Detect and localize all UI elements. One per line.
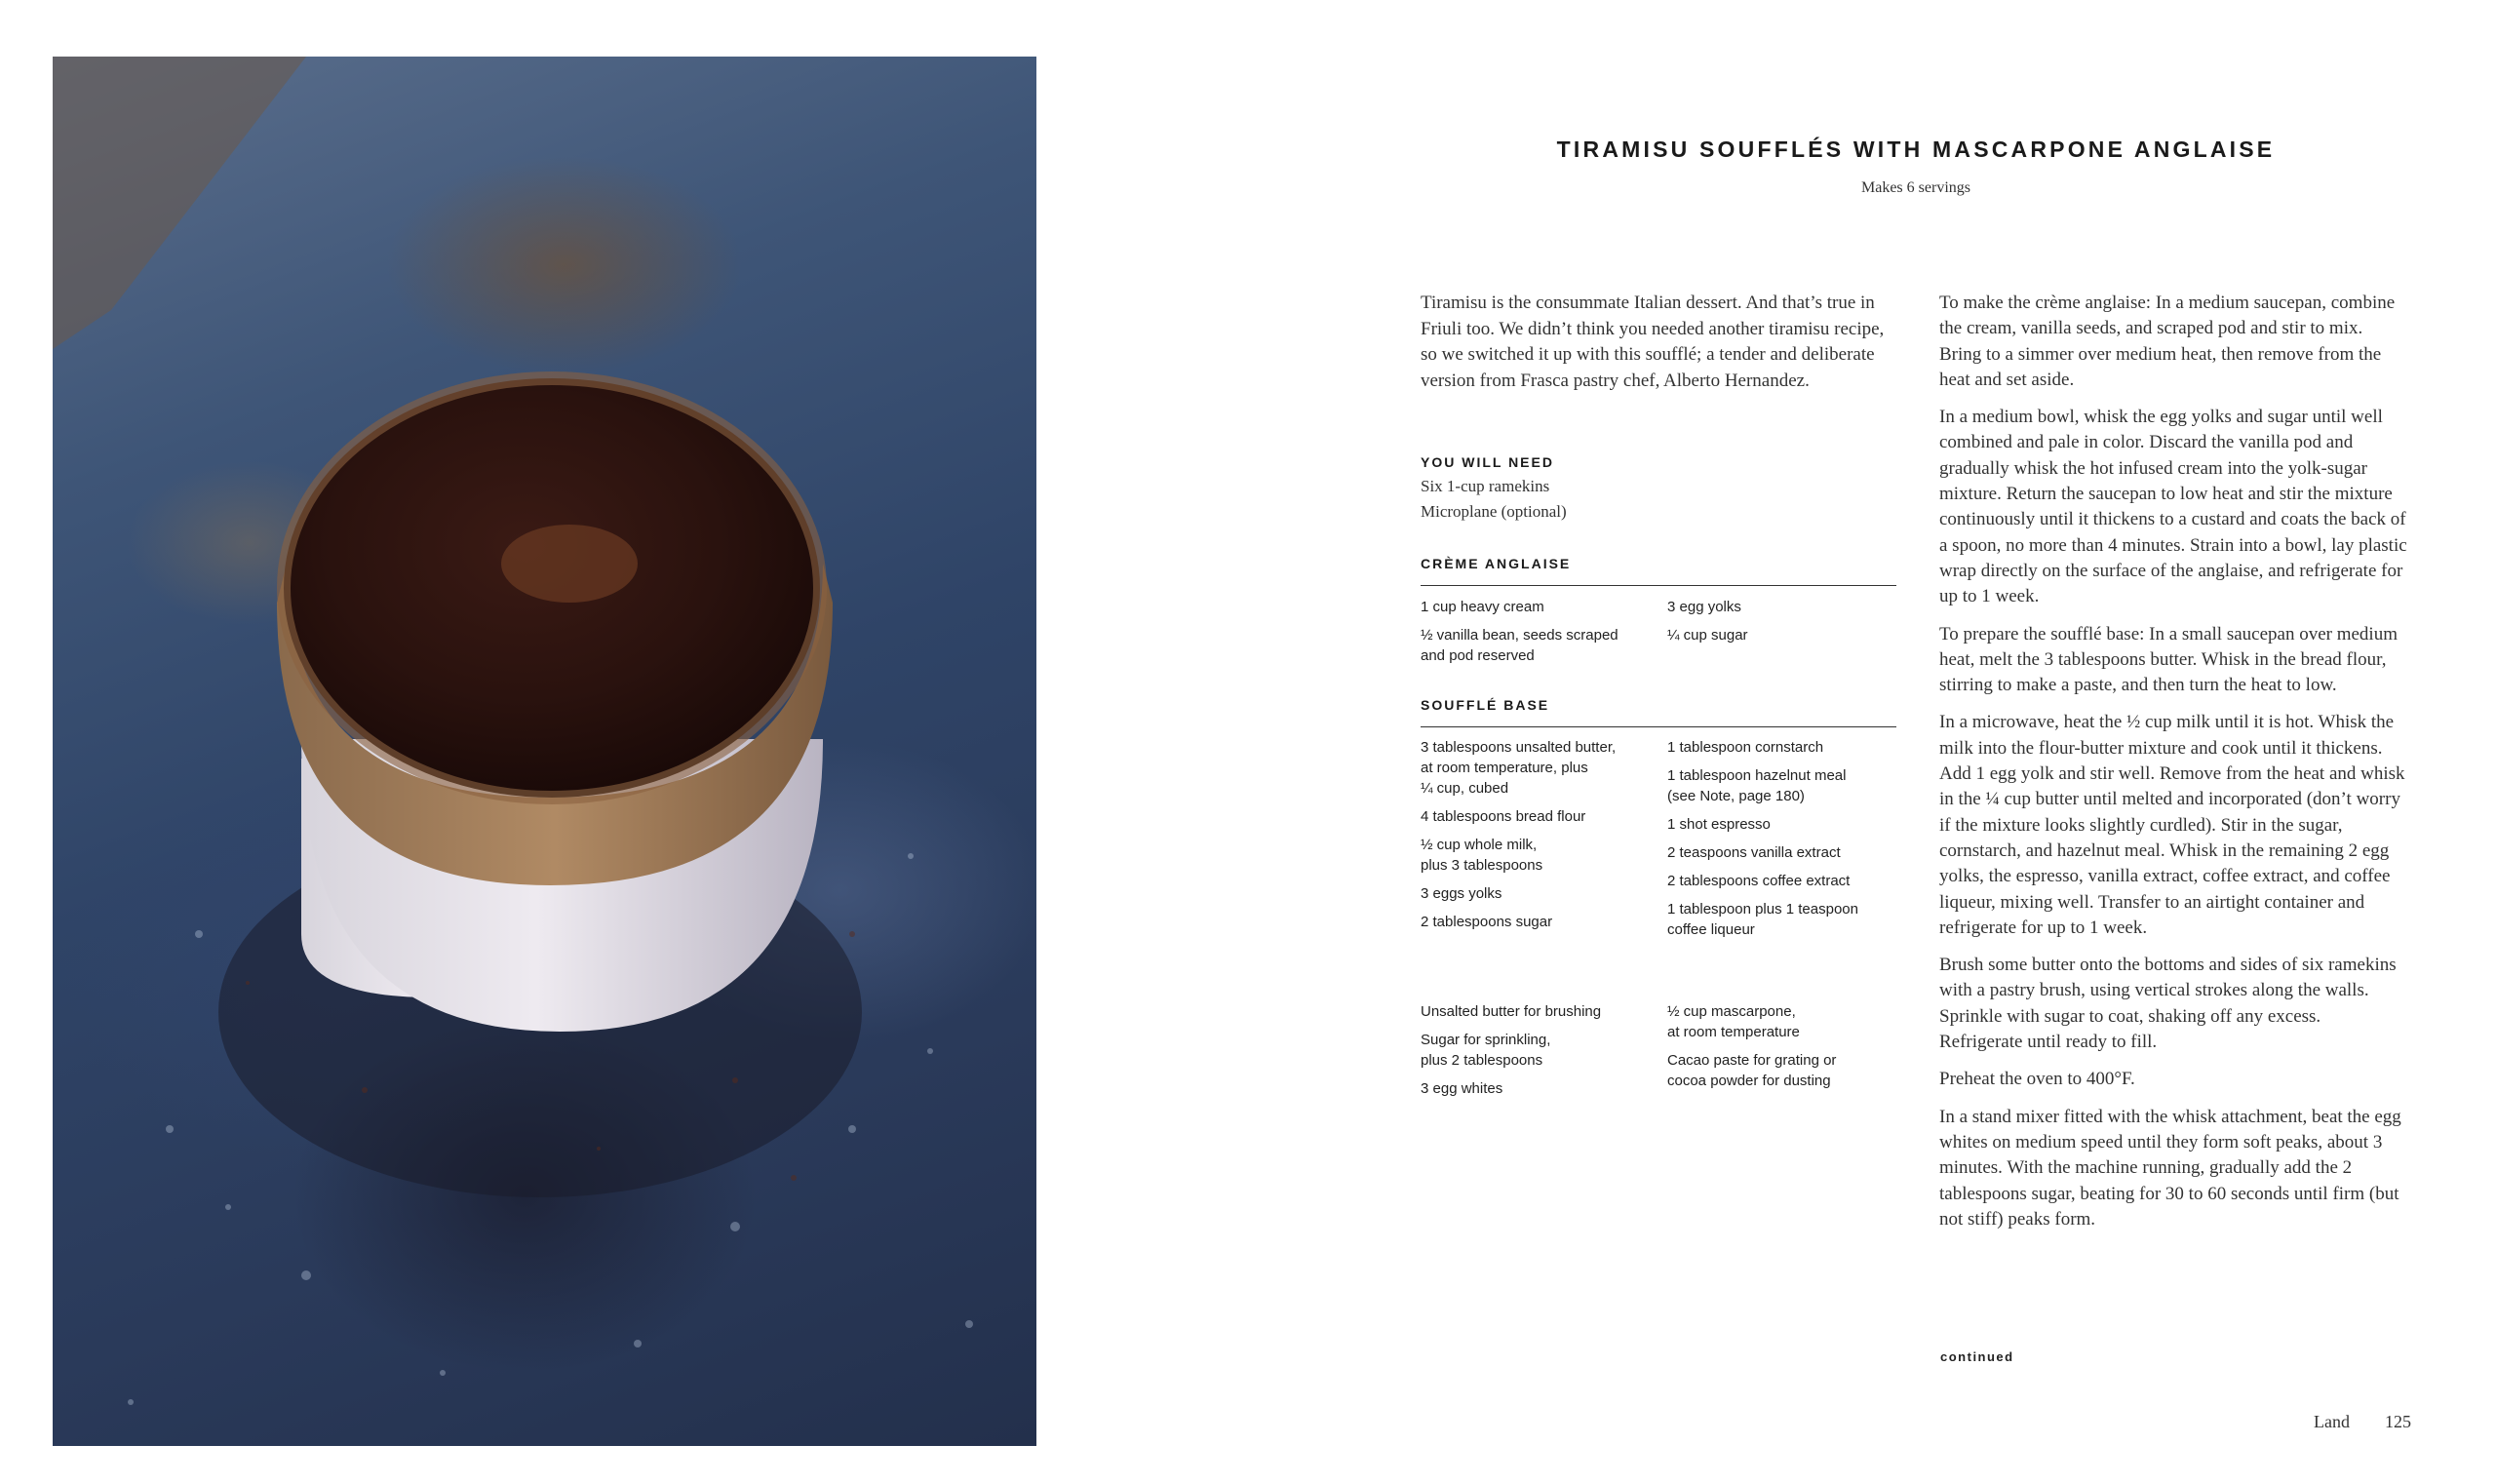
page-number: 125 xyxy=(2385,1412,2411,1431)
ingredient: 4 tablespoons bread flour xyxy=(1421,808,1586,825)
need-item: Microplane (optional) xyxy=(1421,502,1567,521)
souffle-base-col-2 xyxy=(1667,737,1901,948)
ingredient: 1 tablespoon cornstarch xyxy=(1667,739,1824,756)
method-step: In a stand mixer fitted with the whisk attachment, beat the egg whites on medium speed until they form soft peaks, about 3 minutes. With the machine running, gradually add the 2 tablespoons sugar, beating for 30 to 60 seconds until firm (but not stiff) peaks form. xyxy=(1939,1106,2401,1230)
ingredient: 1 shot espresso xyxy=(1667,816,1771,833)
recipe-title: TIRAMISU SOUFFLÉS WITH MASCARPONE ANGLAISE xyxy=(1556,137,2276,162)
ingredient: 3 eggs yolks xyxy=(1421,885,1502,902)
souffle-illustration xyxy=(53,57,1036,1446)
assembly-col-1 xyxy=(1421,1001,1655,1107)
section-divider xyxy=(1421,726,1896,727)
ingredient: ½ cup mascarpone, at room temperature xyxy=(1667,1003,1800,1040)
method-step: To prepare the soufflé base: In a small saucepan over medium heat, melt the 3 tablespoons butter. Whisk in the bread flour, stirring to make a paste, and then turn the heat to low. xyxy=(1939,623,2398,696)
continued-label: continued xyxy=(1940,1349,2014,1364)
need-item: Six 1-cup ramekins xyxy=(1421,477,1550,495)
creme-anglaise-label: CRÈME ANGLAISE xyxy=(1421,556,1572,571)
ingredient: Sugar for sprinkling, plus 2 tablespoons xyxy=(1421,1032,1551,1069)
assembly-col-2 xyxy=(1667,1001,1901,1099)
creme-anglaise-col-2 xyxy=(1667,597,1901,653)
recipe-intro: Tiramisu is the consummate Italian dessert. And that’s true in Friuli too. We didn’t think you needed another tiramisu recipe, so we switched it up with this soufflé; a tender and deliberate version from Frasca pastry chef, Alberto Hernandez. xyxy=(1421,293,1885,391)
method-step: In a medium bowl, whisk the egg yolks and sugar until well combined and pale in color. Discard the vanilla pod and gradually whisk the hot infused cream into the yolk-sugar mixture. Return the saucepan to low heat and stir the mixture continuously until it thickens to a custard and coats the back of a spoon, no more than 4 minutes. Strain into a bowl, lay plastic wrap directly on the surface of the anglaise, and refrigerate for up to 1 week. xyxy=(1939,407,2407,607)
method-step: To make the crème anglaise: In a medium saucepan, combine the cream, vanilla seeds, and scraped pod and stir to mix. Bring to a simmer over medium heat, then remove from the heat and set aside. xyxy=(1939,293,2396,390)
ingredient: ½ cup whole milk, plus 3 tablespoons xyxy=(1421,837,1543,874)
ingredient: Unsalted butter for brushing xyxy=(1421,1003,1602,1020)
section-divider xyxy=(1421,585,1896,586)
ingredient: 2 tablespoons sugar xyxy=(1421,914,1553,930)
ingredient: ¼ cup sugar xyxy=(1667,627,1748,644)
ingredient: 2 tablespoons coffee extract xyxy=(1667,873,1851,889)
ingredient: 1 cup heavy cream xyxy=(1421,599,1544,615)
ingredient: 3 egg yolks xyxy=(1667,599,1741,615)
ingredient: 1 tablespoon hazelnut meal (see Note, page 180) xyxy=(1667,767,1847,804)
method-steps xyxy=(1939,291,2407,1244)
method-step: In a microwave, heat the ½ cup milk until it is hot. Whisk the milk into the flour-butter mixture and cook until it thickens. Add 1 egg yolk and stir well. Remove from the heat and whisk in the ¼ cup butter until melted and incorporated (don’t worry if the mixture looks slightly curdled). Stir in the sugar, cornstarch, and hazelnut meal. Whisk in the remaining 2 egg yolks, the espresso, vanilla extract, coffee extract, and coffee liqueur, mixing well. Transfer to an airtight container and refrigerate for up to 1 week. xyxy=(1939,712,2405,938)
ingredient: 2 teaspoons vanilla extract xyxy=(1667,844,1841,861)
ingredient: 3 tablespoons unsalted butter, at room temperature, plus ¼ cup, cubed xyxy=(1421,739,1617,797)
souffle-base-col-1 xyxy=(1421,737,1655,940)
ingredient: Cacao paste for grating or cocoa powder for dusting xyxy=(1667,1052,1837,1089)
souffle-base-label: SOUFFLÉ BASE xyxy=(1421,697,1550,713)
method-step: Preheat the oven to 400°F. xyxy=(1939,1069,2135,1090)
footer-section: Land xyxy=(2314,1412,2350,1431)
ingredient: 3 egg whites xyxy=(1421,1080,1503,1097)
souffle-photo xyxy=(53,57,1036,1446)
creme-anglaise-col-1 xyxy=(1421,597,1655,674)
you-will-need-label: YOU WILL NEED xyxy=(1421,454,1554,470)
method-step: Brush some butter onto the bottoms and sides of six ramekins with a pastry brush, using vertical strokes along the walls. Sprinkle with sugar to coat, shaking off any excess. Refrigerate until ready to fill. xyxy=(1939,955,2397,1053)
ingredient: 1 tablespoon plus 1 teaspoon coffee liqueur xyxy=(1667,901,1858,938)
recipe-servings: Makes 6 servings xyxy=(1861,179,1970,196)
ingredient: ½ vanilla bean, seeds scraped and pod reserved xyxy=(1421,627,1618,664)
